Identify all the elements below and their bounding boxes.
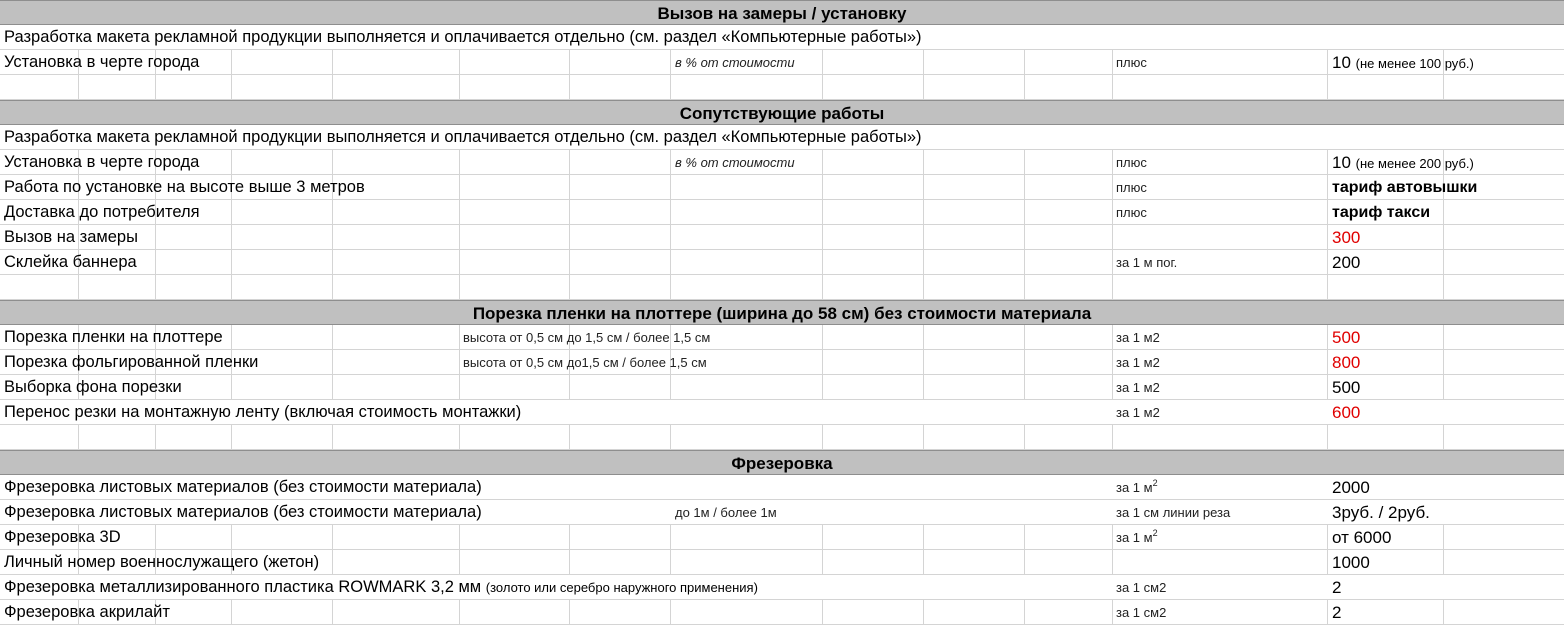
service-price: 300: [1332, 228, 1361, 247]
service-description: высота от 0,5 см до 1,5 см / более 1,5 см: [463, 330, 711, 345]
service-unit: за 1 см2: [1116, 605, 1167, 620]
service-unit: за 1 м пог.: [1116, 255, 1178, 270]
service-name: Фрезеровка листовых материалов (без стоимости материала): [4, 503, 482, 521]
empty-row[interactable]: [0, 275, 1564, 300]
service-unit: за 1 м2: [1116, 380, 1160, 395]
table-row[interactable]: [0, 400, 1564, 425]
table-row[interactable]: [0, 125, 1564, 150]
table-row[interactable]: [0, 600, 1564, 625]
section-header[interactable]: [0, 100, 1564, 125]
service-description: высота от 0,5 см до1,5 см / более 1,5 см: [463, 355, 707, 370]
table-row[interactable]: [0, 350, 1564, 375]
table-row[interactable]: [0, 50, 1564, 75]
service-name: Вызов на замеры: [4, 228, 138, 246]
table-row[interactable]: [0, 225, 1564, 250]
section-title: Сопутствующие работы: [679, 104, 885, 123]
table-row[interactable]: [0, 325, 1564, 350]
price-note: (не менее 100 руб.): [1355, 56, 1474, 71]
service-name: Фрезеровка металлизированного пластика ROWMARK 3,2 мм (золото или серебро наружного применения): [4, 578, 758, 596]
service-price: 800: [1332, 353, 1361, 372]
section-header[interactable]: [0, 300, 1564, 325]
service-name: Работа по установке на высоте выше 3 метров: [4, 178, 365, 196]
service-unit: плюс: [1116, 155, 1147, 170]
service-unit: за 1 м2: [1116, 355, 1160, 370]
service-price: тариф автовышки: [1332, 179, 1478, 196]
service-name: Личный номер военнослужащего (жетон): [4, 553, 320, 571]
service-name: Склейка баннера: [4, 253, 137, 271]
service-price: 2: [1332, 578, 1342, 597]
price-note: (не менее 200 руб.): [1355, 156, 1474, 171]
service-price: 600: [1332, 403, 1361, 422]
service-name: Порезка пленки на плоттере: [4, 328, 223, 346]
service-price: 1000: [1332, 553, 1370, 572]
service-price: 2000: [1332, 478, 1370, 497]
service-price: тариф такси: [1332, 204, 1431, 221]
service-name: Доставка до потребителя: [4, 203, 200, 221]
service-name: Перенос резки на монтажную ленту (включая стоимость монтажки): [4, 403, 522, 421]
table-row[interactable]: [0, 550, 1564, 575]
section-title: Порезка пленки на плоттере (ширина до 58 см) без стоимости материала: [472, 304, 1092, 323]
table-row[interactable]: [0, 500, 1564, 525]
service-name: Установка в черте города: [4, 153, 200, 171]
service-price: 10 (не менее 200 руб.): [1332, 153, 1474, 172]
service-price: от 6000: [1332, 528, 1392, 547]
table-row[interactable]: [0, 150, 1564, 175]
table-row[interactable]: [0, 25, 1564, 50]
service-description: в % от стоимости: [675, 155, 795, 170]
table-row[interactable]: [0, 475, 1564, 500]
service-name: Установка в черте города: [4, 53, 200, 71]
service-unit: за 1 см2: [1116, 580, 1167, 595]
service-unit: за 1 м2: [1116, 330, 1160, 345]
section-title: Фрезеровка: [731, 454, 833, 473]
unit-superscript: 2: [1152, 528, 1158, 538]
empty-row[interactable]: [0, 75, 1564, 100]
table-row[interactable]: [0, 175, 1564, 200]
service-name: Разработка макета рекламной продукции выполняется и оплачивается отдельно (см. раздел «Компьютерные работы»): [4, 28, 922, 46]
table-row[interactable]: [0, 200, 1564, 225]
service-description: до 1м / более 1м: [675, 505, 777, 520]
empty-row[interactable]: [0, 425, 1564, 450]
service-unit: плюс: [1116, 180, 1147, 195]
service-unit: плюс: [1116, 205, 1147, 220]
service-name: Фрезеровка листовых материалов (без стоимости материала): [4, 478, 482, 496]
service-unit: за 1 см линии реза: [1116, 505, 1231, 520]
service-price: 2: [1332, 603, 1342, 622]
table-row[interactable]: [0, 250, 1564, 275]
service-name: Порезка фольгированной пленки: [4, 353, 259, 371]
service-price: 200: [1332, 253, 1361, 272]
service-price: 3руб. / 2руб.: [1332, 503, 1430, 522]
service-name-note: (золото или серебро наружного применения): [485, 580, 758, 595]
table-row[interactable]: [0, 375, 1564, 400]
service-unit: за 1 $м^2$: [1116, 478, 1158, 495]
service-name: Фрезеровка 3D: [4, 528, 121, 546]
service-name: Выборка фона порезки: [4, 378, 182, 396]
service-unit: за 1 $м^2$: [1116, 528, 1158, 545]
service-price: 10 (не менее 100 руб.): [1332, 53, 1474, 72]
service-unit: за 1 м2: [1116, 405, 1160, 420]
service-name: Разработка макета рекламной продукции выполняется и оплачивается отдельно (см. раздел «Компьютерные работы»): [4, 128, 922, 146]
section-title: Вызов на замеры / установку: [657, 4, 907, 23]
service-description: в % от стоимости: [675, 55, 795, 70]
service-price: 500: [1332, 328, 1361, 347]
section-header[interactable]: [0, 0, 1564, 25]
table-row[interactable]: [0, 525, 1564, 550]
service-name: Фрезеровка акрилайт: [4, 603, 170, 621]
table-row[interactable]: [0, 575, 1564, 600]
service-price: 500: [1332, 378, 1361, 397]
unit-superscript: 2: [1152, 478, 1158, 488]
section-header[interactable]: [0, 450, 1564, 475]
service-unit: плюс: [1116, 55, 1147, 70]
